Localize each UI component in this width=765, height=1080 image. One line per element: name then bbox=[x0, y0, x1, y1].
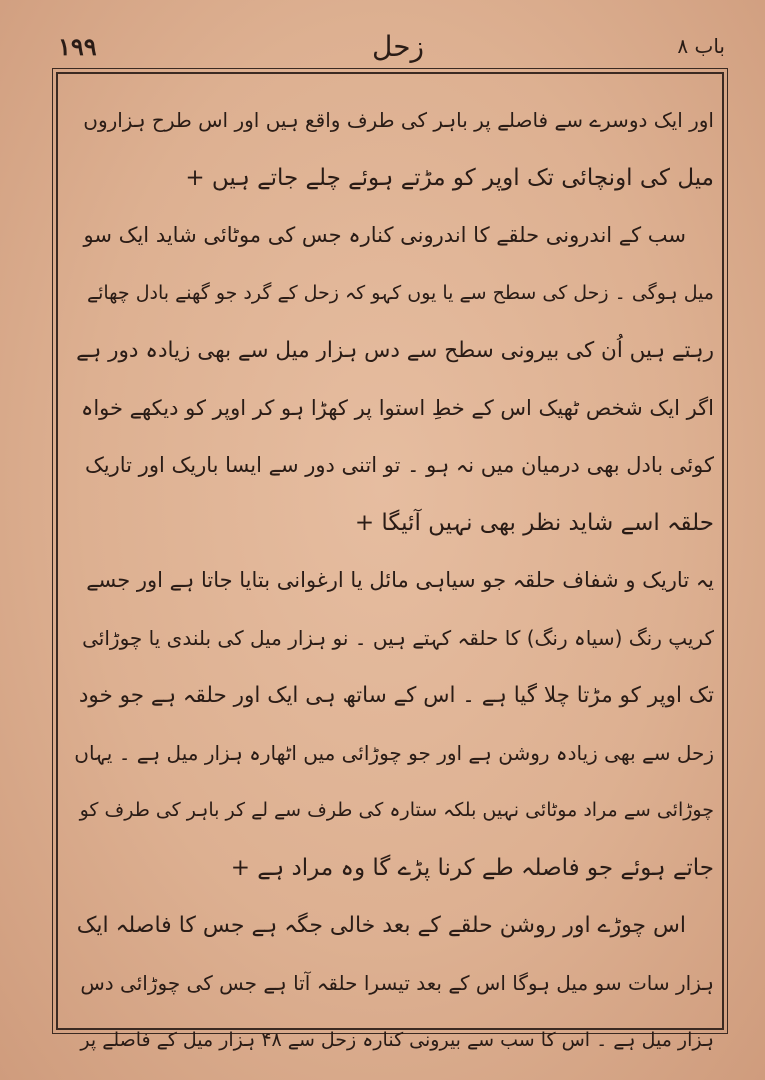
text-line: اگر ایک شخص ٹھیک اس کے خطِ استوا پر کھڑا ہو کر اوپر کو دیکھے خواہ bbox=[81, 395, 714, 420]
running-title: زحل bbox=[372, 30, 425, 63]
text-line: کریپ رنگ (سیاہ رنگ) کا حلقہ کہتے ہیں ۔ نو ہزار میل کی بلندی یا چوڑائی bbox=[82, 625, 714, 650]
text-line: زحل سے بھی زیادہ روشن ہے اور جو چوڑائی میں اٹھارہ ہزار میل ہے ۔ یہاں bbox=[74, 740, 714, 765]
chapter-label: باب ۸ bbox=[677, 34, 725, 58]
page-number: ۱۹۹ bbox=[58, 32, 97, 61]
text-line: سب کے اندرونی حلقے کا اندرونی کنارہ جس کی موٹائی شاید ایک سو bbox=[83, 223, 686, 247]
text-line: رہتے ہیں اُن کی بیرونی سطح سے دس ہزار میل سے بھی زیادہ دور ہے bbox=[76, 338, 714, 363]
text-line: جاتے ہوئے جو فاصلہ طے کرنا پڑے گا وہ مراد ہے + bbox=[230, 854, 714, 881]
text-line: حلقہ اسے شاید نظر بھی نہیں آئیگا + bbox=[354, 509, 714, 536]
text-line: میل کی اونچائی تک اوپر کو مڑتے ہوئے چلے جاتے ہیں + bbox=[185, 164, 714, 191]
text-line: چوڑائی سے مراد موٹائی نہیں بلکہ ستارہ کی طرف سے لے کر باہر کی طرف کو bbox=[79, 799, 714, 821]
text-line: یہ تاریک و شفاف حلقہ جو سیاہی مائل یا ارغوانی بتایا جاتا ہے اور جسے bbox=[86, 568, 714, 592]
text-line: تک اوپر کو مڑتا چلا گیا ہے ۔ اس کے ساتھ ہی ایک اور حلقہ ہے جو خود bbox=[78, 683, 714, 708]
text-line: میل ہوگی ۔ زحل کی سطح سے یا یوں کہو کہ زحل کے گرد جو گھنے بادل چھائے bbox=[86, 281, 714, 304]
text-line: کوئی بادل بھی درمیان میں نہ ہو ۔ تو اتنی دور سے ایسا باریک اور تاریک bbox=[84, 453, 714, 477]
text-line: اس چوڑے اور روشن حلقے کے بعد خالی جگہ ہے جس کا فاصلہ ایک bbox=[76, 913, 686, 938]
text-line: ہزار میل ہے ۔ اس کا سب سے بیرونی کنارہ زحل سے ۴۸ ہزار میل کے فاصلے پر bbox=[80, 1029, 714, 1051]
text-line: اور ایک دوسرے سے فاصلے پر باہر کی طرف واقع ہیں اور اس طرح ہزاروں bbox=[83, 108, 714, 132]
page-header bbox=[0, 30, 765, 70]
text-line: ہزار سات سو میل ہوگا اس کے بعد تیسرا حلقہ آتا ہے جس کی چوڑائی دس bbox=[80, 970, 714, 995]
body-text bbox=[74, 92, 714, 1070]
